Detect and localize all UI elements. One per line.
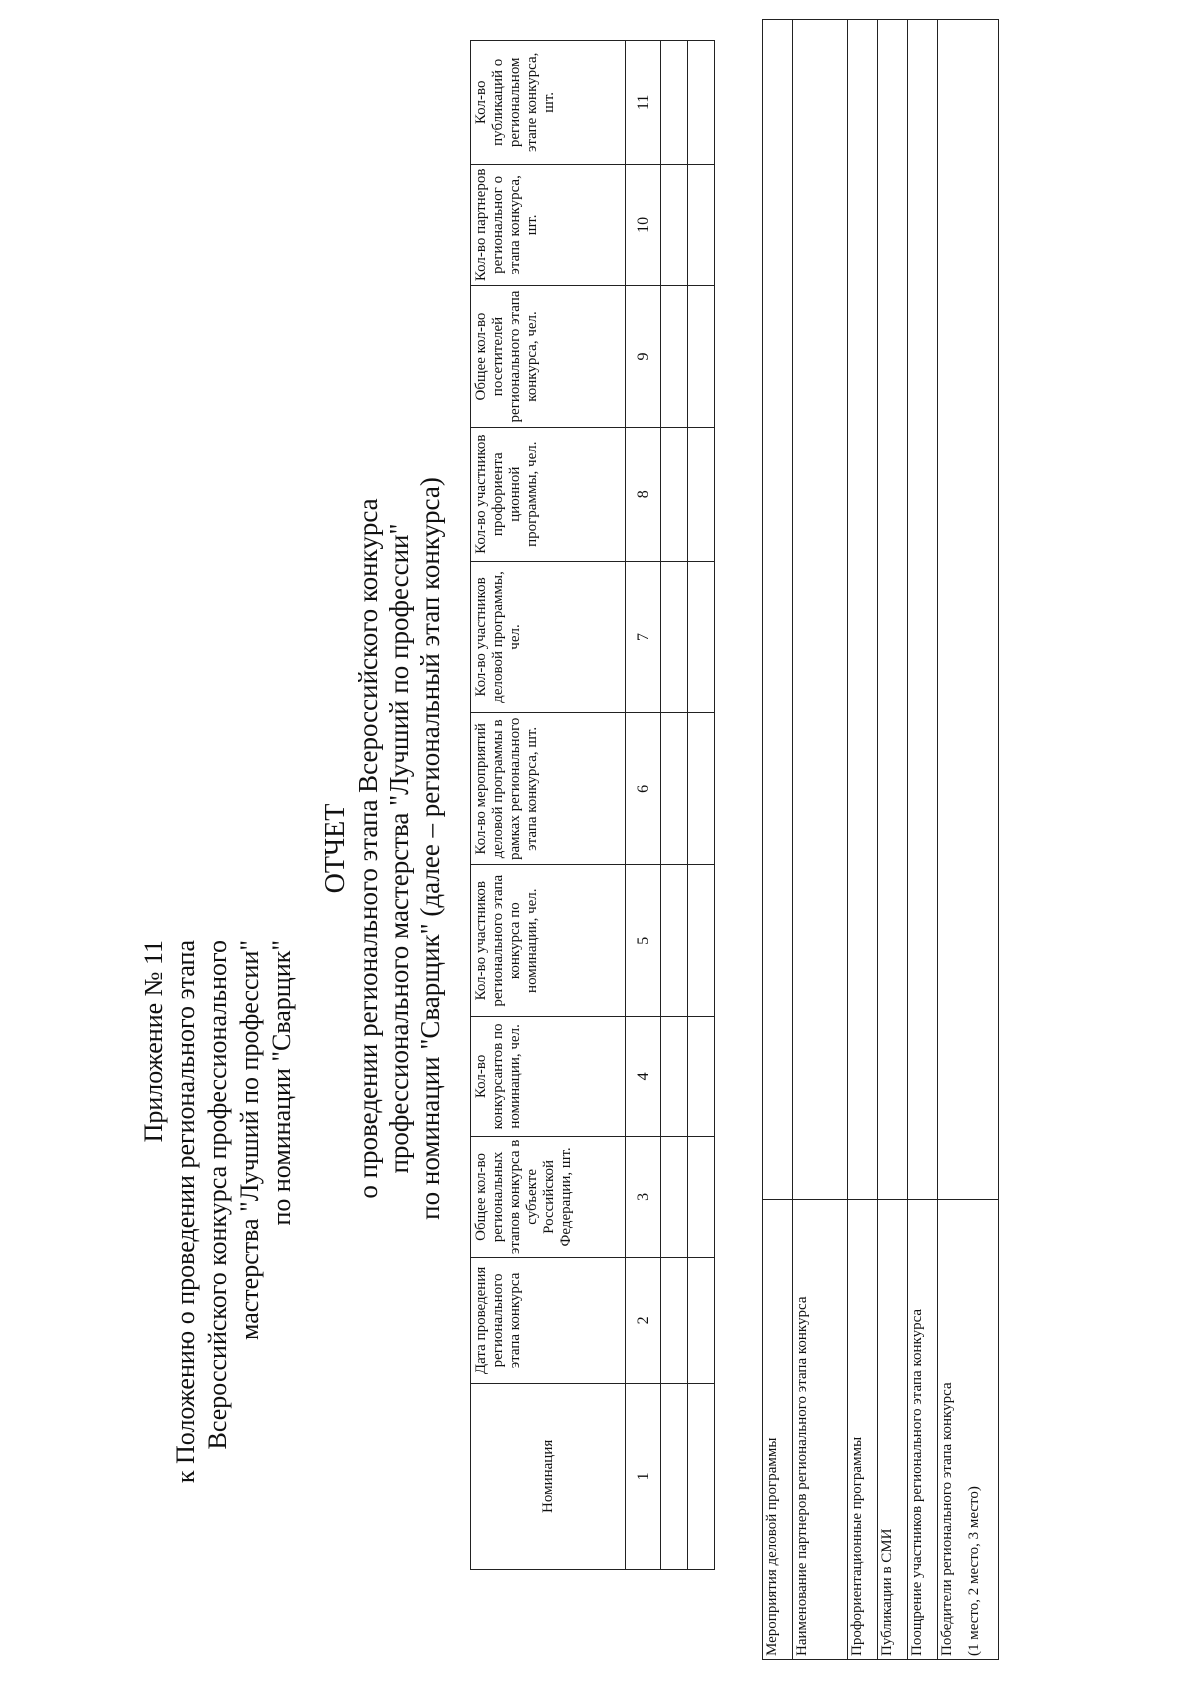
- appendix-line: к Положению о проведении регионального этапа: [171, 940, 200, 1484]
- summary-row: [908, 20, 938, 1660]
- column-number: 4: [626, 1017, 661, 1136]
- report-title-line: о проведении регионального этапа Всероссийского конкурса: [353, 498, 383, 1199]
- summary-row: [878, 20, 908, 1660]
- summary-table: [762, 19, 999, 1660]
- column-number: 10: [626, 164, 661, 286]
- summary-value: [908, 20, 938, 1200]
- table-cell: [688, 1383, 715, 1569]
- header-cell: Кол-во конкурсантов по номинации, чел.: [471, 1017, 626, 1136]
- report-table: [470, 40, 715, 1570]
- summary-row: [848, 20, 878, 1660]
- summary-row: [938, 20, 999, 1660]
- report-title: [320, 0, 446, 1697]
- summary-row: [763, 20, 793, 1660]
- table-cell: [688, 286, 715, 428]
- table-cell: [688, 865, 715, 1017]
- header-cell: Кол-во участников профориента ционной программы, чел.: [471, 427, 626, 561]
- appendix-line: Приложение № 11: [139, 940, 168, 1143]
- column-number: 1: [626, 1383, 661, 1569]
- column-number: 3: [626, 1136, 661, 1258]
- report-title-line: по номинации "Сварщик" (далее – региональный этап конкурса): [415, 477, 445, 1220]
- report-heading: ОТЧЕТ: [320, 803, 351, 894]
- summary-label: Профориентационные программы: [848, 1200, 878, 1660]
- summary-label: Наименование партнеров регионального этапа конкурса: [793, 1200, 848, 1660]
- summary-value: [793, 20, 848, 1200]
- column-number: 9: [626, 286, 661, 428]
- summary-value: [763, 20, 793, 1200]
- table-cell: [661, 1258, 688, 1384]
- header-cell: Кол-во публикаций о региональном этапе конкурса, шт.: [471, 41, 626, 165]
- table-header-row: [471, 41, 626, 1570]
- column-number: 6: [626, 713, 661, 865]
- winners-label: Победители регионального этапа конкурса: [939, 1382, 955, 1656]
- table-cell: [688, 427, 715, 561]
- summary-row: [793, 20, 848, 1660]
- table-row: [688, 41, 715, 1570]
- table-cell: [688, 1017, 715, 1136]
- header-cell: Кол-во мероприятий деловой программы в рамках регионального этапа конкурса, шт.: [471, 713, 626, 865]
- table-cell: [688, 1258, 715, 1384]
- header-cell: Общее кол-во посетителей регионального этапа конкурса, чел.: [471, 286, 626, 428]
- column-number: 7: [626, 561, 661, 713]
- header-cell: Общее кол-во региональных этапов конкурса в субъекте Российской Федерации, шт.: [471, 1136, 626, 1258]
- summary-value: [848, 20, 878, 1200]
- column-number-row: [626, 41, 661, 1570]
- summary-label: Поощрение участников регионального этапа конкурса: [908, 1200, 938, 1660]
- report-title-line: профессионального мастерства "Лучший по профессии": [384, 523, 414, 1174]
- table-cell: [661, 41, 688, 165]
- table-row: [661, 41, 688, 1570]
- table-cell: [661, 561, 688, 713]
- table-cell: [661, 1136, 688, 1258]
- summary-label: Мероприятия деловой программы: [763, 1200, 793, 1660]
- appendix-line: Всероссийского конкурса профессионального: [203, 940, 232, 1450]
- winners-places: (1 место, 2 место, 3 место): [966, 1486, 982, 1656]
- appendix-block: [138, 940, 298, 1560]
- table-cell: [661, 427, 688, 561]
- summary-value: [938, 20, 999, 1200]
- header-cell: Дата проведения регионального этапа конкурса: [471, 1258, 626, 1384]
- summary-value: [878, 20, 908, 1200]
- header-cell: Кол-во партнеров региональног о этапа конкурса, шт.: [471, 164, 626, 286]
- table-cell: [661, 286, 688, 428]
- table-cell: [688, 713, 715, 865]
- appendix-line: мастерства "Лучший по профессии": [235, 940, 264, 1341]
- header-cell: Кол-во участников деловой программы, чел.: [471, 561, 626, 713]
- header-cell: Кол-во участников регионального этапа конкурса по номинации, чел.: [471, 865, 626, 1017]
- table-cell: [661, 713, 688, 865]
- table-cell: [661, 865, 688, 1017]
- table-cell: [661, 164, 688, 286]
- table-cell: [661, 1383, 688, 1569]
- summary-label: [938, 1200, 999, 1660]
- table-cell: [688, 561, 715, 713]
- column-number: 5: [626, 865, 661, 1017]
- appendix-line: по номинации "Сварщик": [267, 940, 296, 1226]
- table-cell: [688, 1136, 715, 1258]
- table-cell: [661, 1017, 688, 1136]
- table-cell: [688, 164, 715, 286]
- column-number: 2: [626, 1258, 661, 1384]
- summary-label: Публикации в СМИ: [878, 1200, 908, 1660]
- header-cell: Номинация: [471, 1383, 626, 1569]
- column-number: 11: [626, 41, 661, 165]
- table-cell: [688, 41, 715, 165]
- column-number: 8: [626, 427, 661, 561]
